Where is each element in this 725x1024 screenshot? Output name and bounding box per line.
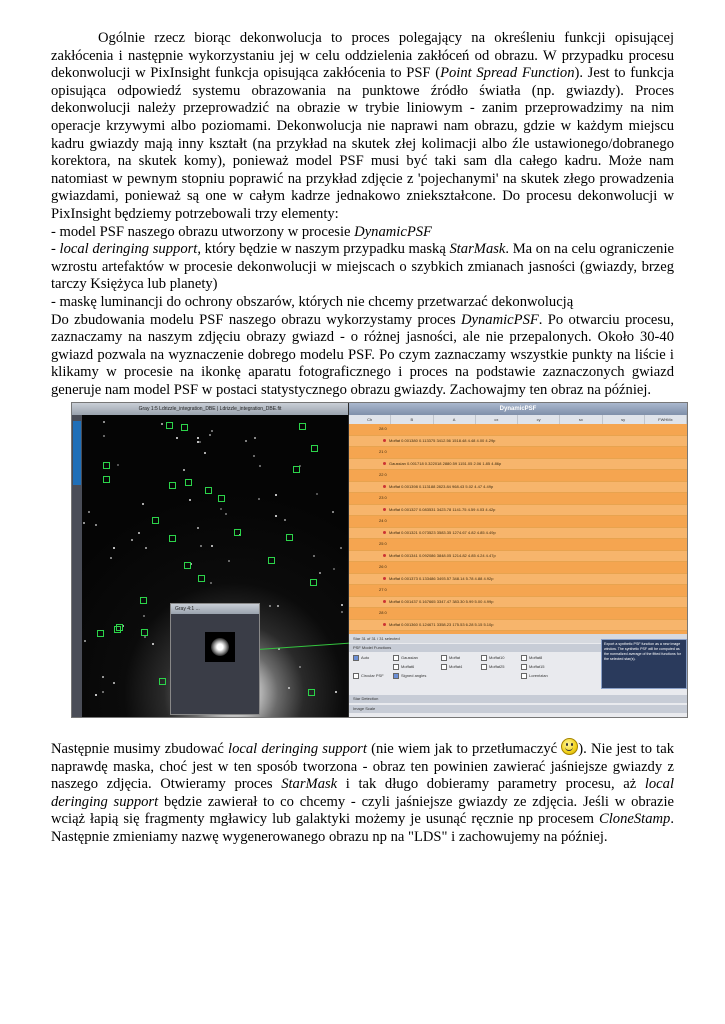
star-point — [340, 547, 342, 549]
star-selection-marker[interactable] — [311, 445, 318, 452]
star-point — [269, 605, 271, 607]
star-point — [95, 694, 97, 696]
star-point — [103, 435, 105, 437]
circular-psf-checkbox[interactable]: Circular PSF — [353, 673, 384, 679]
star-selection-marker[interactable] — [159, 678, 166, 685]
star-point — [284, 519, 286, 521]
star-point — [210, 582, 212, 584]
star-point — [259, 465, 261, 467]
moffat15-checkbox[interactable]: Moffat15 — [521, 664, 545, 670]
gaussian-checkbox[interactable]: Gaussian — [393, 655, 418, 661]
italic-term: local deringing support — [51, 776, 674, 810]
star-point — [288, 687, 290, 689]
italic-term: DynamicPSF — [460, 311, 539, 328]
psf-fit-row[interactable] — [349, 505, 687, 517]
list-item-psf-model — [51, 224, 674, 242]
star-point — [245, 440, 247, 442]
selection-dot-icon — [383, 577, 386, 580]
psf-preview-image — [205, 632, 235, 662]
star-selection-marker[interactable] — [205, 487, 212, 494]
star-point — [197, 437, 199, 439]
star-point — [183, 469, 185, 471]
selection-dot-icon — [383, 531, 386, 534]
psf-fit-row[interactable] — [349, 574, 687, 586]
star-selection-marker[interactable] — [103, 476, 110, 483]
star-selection-marker[interactable] — [184, 562, 191, 569]
star-point — [84, 640, 86, 642]
psf-star-row[interactable] — [349, 585, 687, 597]
image-side-tab — [73, 421, 81, 485]
section-image-scale[interactable]: Image Scale — [349, 705, 688, 713]
selection-dot-icon — [383, 485, 386, 488]
psf-star-row[interactable] — [349, 562, 687, 574]
psf-row-text: 23 0 — [379, 495, 387, 500]
star-point — [332, 511, 334, 513]
psf-star-row[interactable] — [349, 470, 687, 482]
star-point — [103, 421, 105, 423]
psf-row-text: 21 0 — [379, 449, 387, 454]
star-point — [316, 493, 318, 495]
text-run: Następnie musimy zbudować — [51, 741, 229, 757]
dynamicpsf-title: DynamicPSF — [349, 403, 687, 415]
star-selection-marker[interactable] — [198, 575, 205, 582]
psf-row-text: Moffat 0.001398 0.113188 2823.84 968.43 5.02 4.47 4.49p — [389, 483, 494, 489]
moffat25-checkbox[interactable]: Moffat25 — [481, 664, 505, 670]
star-point — [275, 494, 277, 496]
text-run: . Po otwarciu procesu, zaznaczamy na naszym zdjęciu obrazy gwiazd - o różnej jasności, ale nie przepalonych. Około 30-40 gwiazd pozwala na wyznaczenie dobrego modelu PSF. Po czym zaznaczamy wszystkie punkty na liście i klikamy w procesie na ikonkę aparatu fotograficznego i proces na podstawie zaznaczonych gwiazd generuje nam model PSF w postaci statystycznego obrazu gwiazdy. Zachowajmy ten obraz na później. — [51, 311, 674, 398]
psf-fit-row[interactable] — [349, 459, 687, 471]
star-point — [110, 557, 112, 559]
psf-star-row[interactable] — [349, 493, 687, 505]
text-run: . Następnie zmieniamy nazwę wygenerowanego obrazu np na "LDS" i zachowujemy na później. — [51, 811, 674, 845]
text-section-1 — [51, 30, 674, 399]
text-run: (nie wiem jak to przetłumaczyć — [366, 741, 562, 757]
export-psf-tooltip: Export a synthetic PSF function as a new image window. The synthetic PSF will be computed as the normalized average of the fitted functions for the selected star(s). — [601, 639, 687, 689]
psf-fit-row[interactable] — [349, 551, 687, 563]
star-point — [113, 547, 115, 549]
star-selection-marker[interactable] — [185, 479, 192, 486]
star-point — [102, 676, 104, 678]
psf-fit-row[interactable] — [349, 482, 687, 494]
selection-dot-icon — [383, 600, 386, 603]
psf-star-row[interactable] — [349, 539, 687, 551]
star-selection-marker[interactable] — [293, 466, 300, 473]
star-point — [138, 532, 140, 534]
italic-term: local deringing support — [228, 741, 367, 757]
psf-row-text: 26 0 — [379, 564, 387, 569]
psf-row-text: 22 0 — [379, 472, 387, 477]
star-point — [254, 437, 256, 439]
moffat6-checkbox[interactable]: Moffat6 — [393, 664, 414, 670]
psf-row-text: Gaussian 0.001718 0.322018 2880.59 1151.05 2.06 1.85 4.86p — [389, 460, 502, 466]
text-section-2 — [51, 738, 674, 847]
star-selection-marker[interactable] — [299, 423, 306, 430]
star-point — [253, 455, 255, 457]
lorentzian-checkbox[interactable]: Lorentzian — [521, 673, 548, 679]
star-selection-marker[interactable] — [166, 422, 173, 429]
psf-star-row[interactable] — [349, 516, 687, 528]
psf-row-text: Moffat 0.001327 0.083531 3423.78 1141.75 4.59 4.03 4.42p — [389, 506, 496, 512]
star-point — [299, 666, 301, 668]
star-point — [333, 568, 335, 570]
star-point — [341, 611, 343, 613]
italic-term: Point Spread Function — [440, 65, 575, 82]
psf-row-text: Moffat 0.001373 0.133486 3493.57 348.14 5.78 4.88 4.92p — [389, 575, 494, 581]
moffat8-checkbox[interactable]: Moffat8 — [521, 655, 542, 661]
italic-term: DynamicPSF — [354, 223, 432, 240]
italic-term: CloneStamp — [598, 811, 671, 828]
star-point — [83, 522, 85, 524]
moffat4-checkbox[interactable]: Moffat4 — [441, 664, 462, 670]
italic-term: local deringing support — [59, 241, 198, 258]
star-point — [95, 524, 97, 526]
text-run: ). Nie jest to tak naprawdę maska, choć jest w ten sposób tworzona - obraz ten powinien zawierać jaśniejsze gwiazdy z naszego zdjęcia. Otwieramy proces — [51, 741, 674, 793]
star-point — [275, 515, 277, 517]
psf-star-row[interactable] — [349, 424, 687, 436]
psf-row-text: Moffat 0.001360 0.124671 3358.23 175.53 6.28 5.15 5.10p — [389, 621, 494, 627]
psf-column-header[interactable]: FWHMx — [645, 415, 687, 424]
selection-dot-icon — [383, 554, 386, 557]
psf-column-header[interactable]: cx — [476, 415, 518, 424]
star-selection-marker[interactable] — [234, 529, 241, 536]
star-point — [117, 464, 119, 466]
star-point — [211, 545, 213, 547]
paragraph-dynamicpsf — [51, 312, 674, 400]
psf-preview-window — [170, 603, 260, 715]
text-run: - model PSF naszego obrazu utworzony w procesie — [51, 223, 355, 240]
text-run: - — [51, 241, 60, 258]
star-selection-marker[interactable] — [141, 629, 148, 636]
auto-checkbox[interactable]: Auto — [353, 655, 369, 661]
synthetic-star-icon — [211, 638, 229, 656]
selection-dot-icon — [383, 508, 386, 511]
psf-column-header[interactable]: A — [434, 415, 476, 424]
star-point — [228, 560, 230, 562]
text-run: będzie zawierał to co chcemy - czyli jaśniejsze gwiazdy ze zdjęcia. Jeśli w obrazie wciąż łapią się fragmenty mgławicy lub galaktyki możemy je usunąć ręcznie np procesem — [51, 793, 675, 828]
italic-term: StarMask — [281, 776, 338, 793]
star-point — [258, 498, 260, 500]
star-point — [277, 605, 279, 607]
star-point — [102, 691, 104, 693]
star-point — [220, 508, 222, 510]
psf-star-row[interactable] — [349, 447, 687, 459]
star-point — [211, 430, 213, 432]
star-point — [131, 539, 133, 541]
star-point — [204, 452, 206, 454]
section-star-detection[interactable]: Star Detection — [349, 695, 688, 703]
psf-row-text: Moffat 0.001437 0.167665 3347.47 383.30 5.99 5.00 4.99p — [389, 598, 494, 604]
star-selection-marker[interactable] — [169, 482, 176, 489]
star-point — [200, 545, 202, 547]
star-point — [225, 513, 227, 515]
psf-fit-row[interactable] — [349, 620, 687, 632]
moffat10-checkbox[interactable]: Moffat10 — [481, 655, 505, 661]
list-item-deringing — [51, 241, 674, 294]
star-point — [319, 572, 321, 574]
italic-term: StarMask — [449, 241, 506, 258]
star-selection-marker[interactable] — [308, 689, 315, 696]
psf-row-text: Moffat 0.001380 0.113375 3412.56 1518.48 4.48 4.00 4.29p — [389, 437, 496, 443]
star-point — [189, 499, 191, 501]
star-selection-marker[interactable] — [310, 579, 317, 586]
star-point — [113, 682, 115, 684]
psf-row-text: 27 0 — [379, 587, 387, 592]
image-side-panel — [72, 415, 82, 717]
psf-row-text: 28 0 — [379, 610, 387, 615]
star-point — [197, 527, 199, 529]
star-selection-marker[interactable] — [152, 517, 159, 524]
psf-fit-row[interactable] — [349, 436, 687, 448]
star-selection-marker[interactable] — [181, 424, 188, 431]
psf-column-header[interactable]: sx — [560, 415, 602, 424]
star-point — [313, 555, 315, 557]
psf-row-text: 28 0 — [379, 426, 387, 431]
star-selection-marker[interactable] — [97, 630, 104, 637]
psf-column-header[interactable]: cy — [518, 415, 560, 424]
star-point — [161, 423, 163, 425]
list-item-luminance-mask: - maskę luminancji do ochrony obszarów, których nie chcemy przetwarzać dekonwolucją — [51, 293, 574, 310]
psf-row-text: 25 0 — [379, 541, 387, 546]
selection-dot-icon — [383, 462, 386, 465]
psf-column-header[interactable]: B — [391, 415, 433, 424]
star-point — [199, 441, 201, 443]
star-point — [209, 434, 211, 436]
section-psf-model[interactable]: PSF Model Functions — [349, 644, 688, 652]
psf-row-text: 24 0 — [379, 518, 387, 523]
image-window-title: Gray 1:5 Ldrizzle_integration_DBE | Ldrizzle_integration_DBE.fit — [72, 403, 348, 415]
paragraph-intro — [51, 30, 674, 224]
star-selection-marker[interactable] — [218, 495, 225, 502]
star-selection-marker[interactable] — [268, 557, 275, 564]
psf-row-text: Moffat 0.001321 0.073523 3583.35 1274.67 4.82 4.85 4.49p — [389, 529, 496, 535]
pixinsight-screenshot — [71, 402, 688, 718]
selection-dot-icon — [383, 439, 386, 442]
star-point — [152, 643, 154, 645]
smiley-icon — [561, 738, 578, 755]
star-point — [341, 604, 343, 606]
psf-preview-title: Gray 4:1 ... — [171, 604, 259, 614]
psf-row-text: Moffat 0.001341 0.092086 3848.05 1214.82 4.85 4.24 4.47p — [389, 552, 496, 558]
star-point — [145, 547, 147, 549]
moffat-checkbox[interactable]: Moffat — [441, 655, 460, 661]
psf-table-header — [349, 415, 687, 424]
text-run: , który będzie w naszym przypadku maską — [197, 241, 450, 258]
star-point — [88, 511, 90, 513]
text-run: . Ma on na celu ograniczenie wzrostu artefaktów w procesie dekonwolucji w miejscach o szybkich zmianach jasności (gwiazdy, brzeg tarczy Księżyca lub planety) — [51, 241, 674, 293]
paragraph-deringing — [51, 738, 674, 847]
star-point — [197, 441, 199, 443]
dynamicpsf-window — [349, 403, 687, 717]
signed-angles-checkbox[interactable]: Signed angles — [393, 673, 426, 679]
star-point — [335, 691, 337, 693]
star-selection-marker[interactable] — [286, 534, 293, 541]
star-point — [142, 503, 144, 505]
psf-table-rows — [349, 424, 687, 634]
star-point — [143, 615, 145, 617]
star-point — [176, 437, 178, 439]
psf-column-header[interactable]: sy — [603, 415, 645, 424]
psf-status-bar: Star 31 of 31 / 31 selected — [349, 634, 688, 643]
image-window — [72, 403, 348, 717]
psf-fit-row[interactable] — [349, 597, 687, 609]
star-selection-marker[interactable] — [169, 535, 176, 542]
star-selection-marker[interactable] — [103, 462, 110, 469]
selection-dot-icon — [383, 623, 386, 626]
text-run: Ogólnie rzecz biorąc dekonwolucja to proces polegający na określeniu funkcji opisującej zakłócenia i następnie wykorzystaniu jej w celu oddzielenia zakłóceń od obrazu. W przypadku procesu dekonwolucji w PixInsight funkcja opisująca zakłócenia to PSF ( — [51, 30, 674, 82]
text-run: i tak długo dobieramy parametry procesu, aż — [337, 776, 645, 793]
star-point — [144, 636, 146, 638]
star-selection-marker[interactable] — [116, 624, 123, 631]
text-run: Do zbudowania modelu PSF naszego obrazu wykorzystamy proces — [51, 311, 461, 328]
psf-column-header[interactable]: Ch — [349, 415, 391, 424]
star-selection-marker[interactable] — [140, 597, 147, 604]
text-run: ). Jest to funkcja opisująca odpowiedź systemu obrazowania na punktowe źródło światła (np. gwiazdy). Proces dekonwolucji należy przeprowadzić na obrazie w trybie liniowym - zanim przeprowadzimy na nim operacje krzywymi albo poziomami. Dekonwolucja nie naprawi nam obrazu, gdzie w każdym miejscu kadru gwiazdy mają inny kształt (na przykład na skutek złej kolimacji albo źle ustawionego/dobranego korektora, na skutek komy), ponieważ model PSF musi być taki sam dla całego kadru. Może nam natomiast w pewnym stopniu poprawić na przykład zdjęcie z 'pojechanymi' na skutek złego prowadzenia gwiazdami, ponieważ są one w całym kadrze jednakowo zniekształcone. Do procesu dekonwolucji w PixInsight będziemy potrzebowali trzy elementy: — [51, 65, 675, 222]
psf-fit-row[interactable] — [349, 528, 687, 540]
psf-star-row[interactable] — [349, 608, 687, 620]
